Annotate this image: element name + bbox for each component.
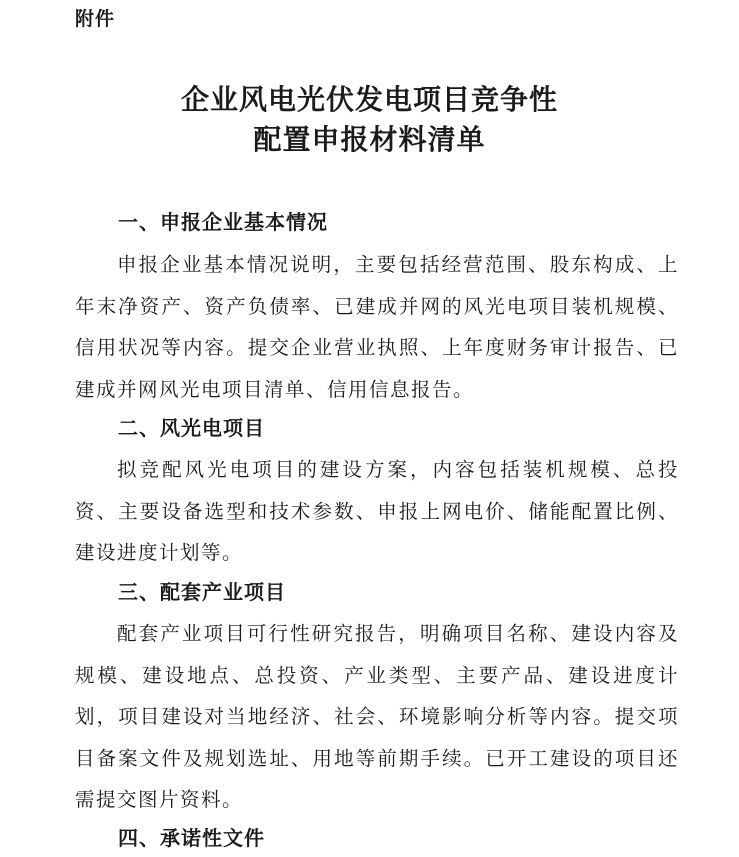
section-heading-1: 一、申报企业基本情况 — [118, 210, 328, 234]
section-heading-2: 二、风光电项目 — [118, 416, 265, 440]
section-body-3: 配套产业项目可行性研究报告，明确项目名称、建设内容及规模、建设地点、总投资、产业类型、主要产品、建设进度计划，项目建设对当地经济、社会、环境影响分析等内容。提交项目备案文件及规划选址、用地等前期手续。已开工建设的项目还需提交图片资料。 — [75, 622, 679, 811]
section-body-2: 拟竞配风光电项目的建设方案，内容包括装机规模、总投资、主要设备选型和技术参数、申报上网电价、储能配置比例、建设进度计划等。 — [75, 458, 679, 564]
attachment-label: 附件 — [75, 8, 116, 30]
section-heading-4: 四、承诺性文件 — [118, 826, 265, 850]
document-title-line-2: 配置申报材料清单 — [253, 123, 486, 156]
section-heading-3: 三、配套产业项目 — [118, 580, 286, 604]
section-body-1: 申报企业基本情况说明，主要包括经营范围、股东构成、上年末净资产、资产负债率、已建成并网的风光电项目装机规模、信用状况等内容。提交企业营业执照、上年度财务审计报告、已建成并网风光电项目清单、信用信息报告。 — [75, 253, 679, 401]
document-title-line-1: 企业风电光伏发电项目竞争性 — [180, 83, 558, 116]
